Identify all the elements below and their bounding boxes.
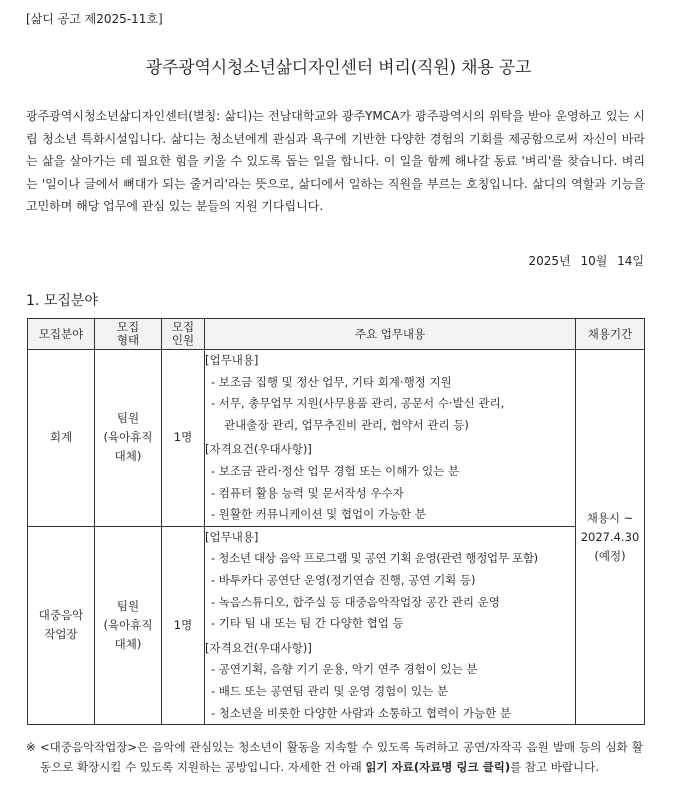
duty-item: - 보조금 집행 및 정산 업무, 기타 회계·행정 지원	[211, 374, 452, 389]
qualification-item: - 배드 또는 공연팀 관리 및 운영 경험이 있는 분	[211, 683, 449, 698]
duty-item-continued: 관내출장 관리, 업무추진비 관리, 협약서 관리 등)	[224, 417, 469, 432]
header-type	[95, 319, 162, 350]
section-heading-recruit-fields: 1. 모집분야	[26, 293, 98, 309]
qualification-item: - 원활한 커뮤니케이션 및 협업이 가능한 분	[211, 507, 426, 522]
row-field-line2: 작업장	[44, 627, 78, 642]
reference-mark: ※	[26, 740, 36, 754]
qualification-item: - 공연기획, 음향 기기 운용, 악기 연주 경험이 있는 분	[211, 662, 478, 677]
duty-item: - 청소년 대상 음악 프로그램 및 공연 기획 운영(관련 행정업무 포함)	[211, 551, 538, 566]
qualifications-heading: [자격요건(우대사항)]	[205, 640, 312, 655]
duty-item: - 서무, 총무업무 지원(사무용품 관리, 공문서 수·발신 관리,	[211, 396, 505, 411]
row-type-line3: 대체)	[114, 449, 142, 464]
duty-item: - 기타 팀 내 또는 팀 간 다양한 협업 등	[211, 616, 404, 631]
header-count-line2: 인원	[171, 333, 195, 347]
footnote-text: <대중음악작업장>은 음악에 관심있는 청소년이 활동을 지속할 수 있도록 독려하고 공연/자작곡 음원 발매 등의 심화 활동으로 확장시킬 수 있도록 지원하는 공방입니다. 자세한 건 아래	[40, 740, 643, 774]
header-duties: 주요 업무내용	[205, 319, 576, 350]
row-duties	[205, 526, 576, 724]
header-count-line1: 모집	[171, 320, 195, 334]
row-type-line1: 팀원	[116, 598, 140, 613]
row-count: 1명	[162, 350, 205, 527]
row-field-line1: 대중음악	[38, 608, 84, 623]
footnote-text-end: 를 참고 바랍니다.	[510, 759, 599, 774]
period-line3: (예정)	[594, 548, 626, 563]
qualifications-heading: [자격요건(우대사항)]	[205, 442, 312, 457]
recruitment-table	[27, 318, 645, 725]
intro-paragraph: 광주광역시청소년삶디자인센터(별칭: 삶디)는 전남대학교와 광주YMCA가 광주광역시의 위탁을 받아 운영하고 있는 시립 청소년 특화시설입니다. 삶디는 청소년에게 관심과 욕구에 기반한 다양한 경험의 기회를 제공함으로써 자신이 바라는 삶을 살아가는 데 필요한 힘을 키울 수 있도록 돕는 일을 합니다. 이 일을 함께 해나갈 동료 '벼리'를 찾습니다. 벼리는 '일이나 글에서 뼈대가 되는 줄거리'라는 뜻으로, 삶디에서 일하는 직원을 부르는 호칭입니다. 삶디의 역할과 기능을 고민하며 해당 업무에 관심 있는 분들의 지원 기다립니다.	[26, 109, 645, 214]
page-title: 광주광역시청소년삶디자인센터 벼리(직원) 채용 공고	[145, 58, 532, 78]
header-type-line2: 형태	[116, 333, 140, 347]
table-row	[28, 350, 645, 527]
row-field	[28, 526, 95, 724]
qualification-item: - 컴퓨터 활용 능력 및 문서작성 우수자	[211, 485, 404, 500]
header-period: 채용기간	[576, 319, 645, 350]
row-type	[95, 350, 162, 527]
qualification-item: - 보조금 관리·정산 업무 경험 또는 이해가 있는 분	[211, 463, 460, 478]
reading-material-link[interactable]: 읽기 자료(자료명 링크 클릭)	[365, 759, 511, 774]
row-type-line2: (육아휴직	[103, 617, 153, 632]
row-type	[95, 526, 162, 724]
header-type-line1: 모집	[116, 320, 140, 334]
notice-number: [삶디 공고 제2025-11호]	[26, 12, 163, 26]
table-row	[28, 526, 645, 724]
header-count	[162, 319, 205, 350]
qualification-item: - 청소년을 비롯한 다양한 사람과 소통하고 협력이 가능한 분	[211, 705, 512, 720]
footnote	[26, 738, 643, 777]
period-line1: 채용시 ~	[586, 510, 634, 525]
row-type-line2: (육아휴직	[103, 430, 153, 445]
table-header-row	[28, 319, 645, 350]
recruitment-period	[576, 350, 645, 725]
row-count: 1명	[162, 526, 205, 724]
row-duties	[205, 350, 576, 527]
header-field: 모집분야	[28, 319, 95, 350]
row-field-line1: 회계	[49, 430, 73, 445]
period-line2: 2027.4.30	[580, 529, 640, 544]
duties-heading: [업무내용]	[205, 529, 259, 544]
row-type-line1: 팀원	[116, 411, 140, 426]
duties-heading: [업무내용]	[205, 353, 259, 367]
row-type-line3: 대체)	[114, 636, 142, 651]
duty-item: - 녹음스튜디오, 합주실 등 대중음악작업장 공간 관리 운영	[211, 594, 500, 609]
duty-item: - 바투카다 공연단 운영(정기연습 진행, 공연 기획 등)	[211, 572, 476, 587]
notice-date: 2025년 10월 14일	[528, 254, 644, 268]
row-field	[28, 350, 95, 527]
